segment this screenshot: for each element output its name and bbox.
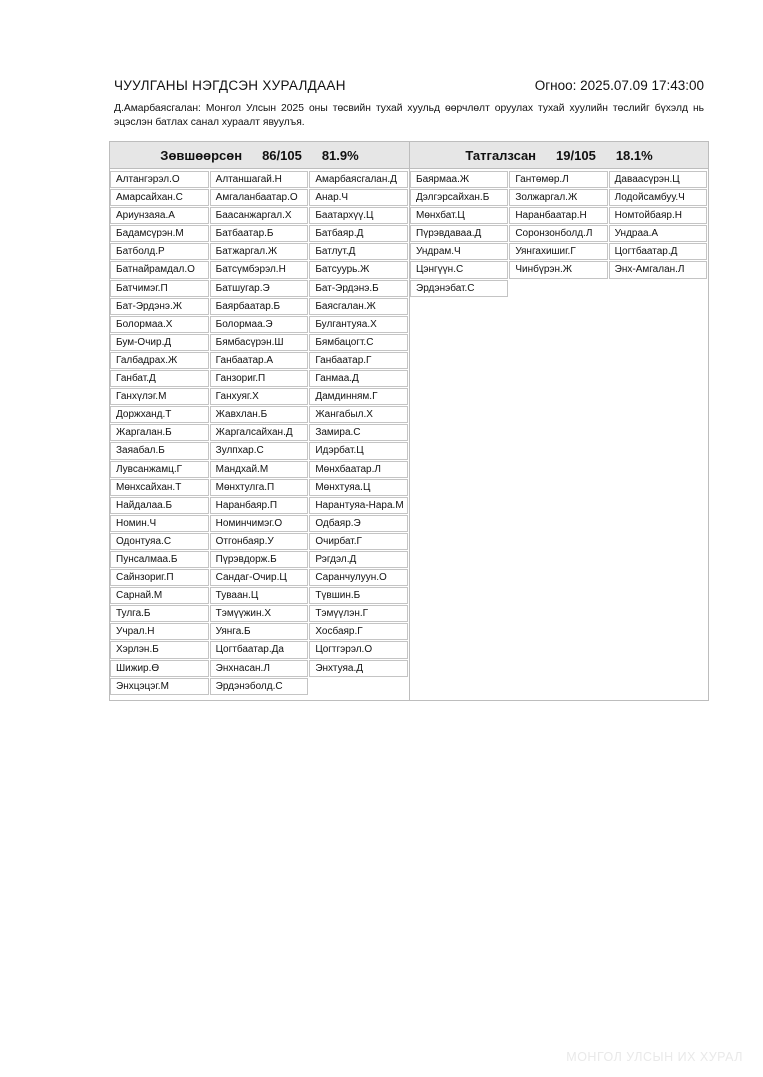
- member-name-cell: Замира.С: [309, 424, 408, 441]
- member-name-cell: Пунсалмаа.Б: [110, 551, 209, 568]
- approve-label: Зөвшөөрсөн: [160, 147, 243, 163]
- member-name-cell: Найдалаа.Б: [110, 497, 209, 514]
- member-name-cell: Бат-Эрдэнэ.Ж: [110, 298, 209, 315]
- member-name-cell: Бямбацогт.С: [309, 334, 408, 351]
- member-name-cell: Дэлгэрсайхан.Б: [410, 189, 508, 206]
- member-name-cell: Эрдэнэболд.С: [210, 678, 309, 695]
- approve-panel: [110, 142, 409, 696]
- member-name-cell: Алтангэрэл.О: [110, 171, 209, 188]
- member-name-cell: Бум-Очир.Д: [110, 334, 209, 351]
- member-name-cell: Доржханд.Т: [110, 406, 209, 423]
- member-name-cell: Тэмүүлэн.Г: [309, 605, 408, 622]
- member-name-cell: Сандаг-Очир.Ц: [210, 569, 309, 586]
- member-name-cell: Мөнхтуяа.Ц: [309, 479, 408, 496]
- member-name-cell: Энхтуяа.Д: [309, 660, 408, 677]
- member-name-cell: Соронзонболд.Л: [509, 225, 607, 242]
- member-name-cell: Батбаяр.Д: [309, 225, 408, 242]
- member-name-cell: Золжаргал.Ж: [509, 189, 607, 206]
- member-name-cell: Баярбаатар.Б: [210, 298, 309, 315]
- approve-count: 86/105: [262, 147, 302, 163]
- member-name-cell: Бямбасүрэн.Ш: [210, 334, 309, 351]
- member-name-cell: Дамдинням.Г: [309, 388, 408, 405]
- member-name-cell: Батсүмбэрэл.Н: [210, 261, 309, 278]
- member-name-cell: Ганзориг.П: [210, 370, 309, 387]
- watermark: МОНГОЛ УЛСЫН ИХ ХУРАЛ: [566, 1050, 743, 1064]
- member-name-cell: Ганхүлэг.М: [110, 388, 209, 405]
- member-name-cell: Энхнасан.Л: [210, 660, 309, 677]
- member-name-cell: Батболд.Р: [110, 243, 209, 260]
- member-name-cell: Баасанжаргал.Х: [210, 207, 309, 224]
- approve-percent: 81.9%: [321, 147, 359, 163]
- member-name-cell: Цогтбаатар.Да: [210, 641, 309, 658]
- member-name-cell: Чинбүрэн.Ж: [509, 261, 607, 278]
- member-name-cell: Идэрбат.Ц: [309, 442, 408, 459]
- member-name-cell: Шижир.Ө: [110, 660, 209, 677]
- vote-description: Д.Амарбаясгалан: Монгол Улсын 2025 оны төсвийн тухай хуульд өөрчлөлт оруулах тухай хуулийн төслийг бүхэлд нь эцэслэн батлах санал хураалт явуулъя.: [114, 103, 704, 128]
- member-name-cell: Тэмүүжин.Х: [210, 605, 309, 622]
- member-name-cell: Ундрам.Ч: [410, 243, 508, 260]
- member-name-cell: Заяабал.Б: [110, 442, 209, 459]
- member-name-cell: Мөнхбаатар.Л: [309, 461, 408, 478]
- member-name-cell: Пүрэвдорж.Б: [210, 551, 309, 568]
- member-name-cell: Жаргалсайхан.Д: [210, 424, 309, 441]
- member-name-cell: Алтаншагай.Н: [210, 171, 309, 188]
- member-name-cell: Мөнхбат.Ц: [410, 207, 508, 224]
- member-name-cell: Мөнхсайхан.Т: [110, 479, 209, 496]
- member-name-cell: Бат-Эрдэнэ.Б: [309, 280, 408, 297]
- member-name-cell: Эрдэнэбат.С: [410, 280, 508, 297]
- member-name-cell: Ганмаа.Д: [309, 370, 408, 387]
- member-name-cell: Зулпхар.С: [210, 442, 309, 459]
- member-name-cell: Ганхуяг.Х: [210, 388, 309, 405]
- member-name-cell: Батлут.Д: [309, 243, 408, 260]
- member-name-cell: Саранчулуун.О: [309, 569, 408, 586]
- member-name-cell: Батшугар.Э: [210, 280, 309, 297]
- member-name-cell: Учрал.Н: [110, 623, 209, 640]
- vote-results-table: [109, 141, 709, 701]
- member-name-cell: Номтойбаяр.Н: [609, 207, 707, 224]
- member-name-cell: Баясгалан.Ж: [309, 298, 408, 315]
- header: [114, 78, 704, 96]
- member-name-cell: Даваасүрэн.Ц: [609, 171, 707, 188]
- member-name-cell: Ариунзаяа.А: [110, 207, 209, 224]
- member-name-cell: Ганбаатар.Г: [309, 352, 408, 369]
- member-name-cell: Батжаргал.Ж: [210, 243, 309, 260]
- member-name-cell: Баярмаа.Ж: [410, 171, 508, 188]
- member-name-cell: Одбаяр.Э: [309, 515, 408, 532]
- member-name-cell: Ундраа.А: [609, 225, 707, 242]
- member-name-cell: Амгаланбаатар.О: [210, 189, 309, 206]
- member-name-cell: Номин.Ч: [110, 515, 209, 532]
- member-name-cell: Амарбаясгалан.Д: [309, 171, 408, 188]
- member-name-cell: Наранбаатар.Н: [509, 207, 607, 224]
- member-name-cell: Сарнай.М: [110, 587, 209, 604]
- session-date: Огноо: 2025.07.09 17:43:00: [534, 78, 704, 93]
- member-name-cell: Болормаа.Х: [110, 316, 209, 333]
- member-name-cell: Болормаа.Э: [210, 316, 309, 333]
- member-name-cell: Баатархүү.Ц: [309, 207, 408, 224]
- member-name-cell: Пүрэвдаваа.Д: [410, 225, 508, 242]
- member-name-cell: Батчимэг.П: [110, 280, 209, 297]
- reject-percent: 18.1%: [615, 147, 653, 163]
- member-name-cell: Очирбат.Г: [309, 533, 408, 550]
- member-name-cell: Жангабыл.Х: [309, 406, 408, 423]
- member-name-cell: Галбадрах.Ж: [110, 352, 209, 369]
- member-name-cell: Батсуурь.Ж: [309, 261, 408, 278]
- member-name-cell: Уянга.Б: [210, 623, 309, 640]
- member-name-cell: Ганбат.Д: [110, 370, 209, 387]
- member-name-cell: Цэнгүүн.С: [410, 261, 508, 278]
- member-name-cell: Цогтгэрэл.О: [309, 641, 408, 658]
- member-name-cell: Номинчимэг.О: [210, 515, 309, 532]
- member-name-cell: Сайнзориг.П: [110, 569, 209, 586]
- member-name-cell: Рэгдэл.Д: [309, 551, 408, 568]
- member-name-cell: Одонтуяа.С: [110, 533, 209, 550]
- reject-header: [410, 142, 708, 169]
- reject-label: Татгалзсан: [465, 147, 537, 163]
- member-name-cell: Батнайрамдал.О: [110, 261, 209, 278]
- member-name-cell: Жаргалан.Б: [110, 424, 209, 441]
- member-name-cell: Амарсайхан.С: [110, 189, 209, 206]
- member-name-cell: Жавхлан.Б: [210, 406, 309, 423]
- member-name-cell: Туваан.Ц: [210, 587, 309, 604]
- member-name-cell: Бадамсүрэн.М: [110, 225, 209, 242]
- member-name-cell: Мөнхтулга.П: [210, 479, 309, 496]
- member-name-cell: Ганбаатар.А: [210, 352, 309, 369]
- member-name-cell: Булгантуяа.Х: [309, 316, 408, 333]
- reject-names-grid: [410, 169, 708, 298]
- member-name-cell: Лодойсамбуу.Ч: [609, 189, 707, 206]
- member-name-cell: Гантөмөр.Л: [509, 171, 607, 188]
- member-name-cell: Энхцэцэг.М: [110, 678, 209, 695]
- member-name-cell: Уянгахишиг.Г: [509, 243, 607, 260]
- member-name-cell: Анар.Ч: [309, 189, 408, 206]
- member-name-cell: Хосбаяр.Г: [309, 623, 408, 640]
- member-name-cell: Нарантуяа-Нара.М: [309, 497, 408, 514]
- member-name-cell: Мандхай.М: [210, 461, 309, 478]
- member-name-cell: Батбаатар.Б: [210, 225, 309, 242]
- page-title: ЧУУЛГАНЫ НЭГДСЭН ХУРАЛДААН: [114, 78, 346, 93]
- member-name-cell: Лувсанжамц.Г: [110, 461, 209, 478]
- member-name-cell: Цогтбаатар.Д: [609, 243, 707, 260]
- member-name-cell: Отгонбаяр.У: [210, 533, 309, 550]
- member-name-cell: Энх-Амгалан.Л: [609, 261, 707, 278]
- member-name-cell: Наранбаяр.П: [210, 497, 309, 514]
- approve-header: [110, 142, 409, 169]
- member-name-cell: Хэрлэн.Б: [110, 641, 209, 658]
- reject-panel: [410, 142, 708, 298]
- reject-count: 19/105: [556, 147, 596, 163]
- approve-names-grid: [110, 169, 409, 696]
- member-name-cell: Түвшин.Б: [309, 587, 408, 604]
- member-name-cell: Тулга.Б: [110, 605, 209, 622]
